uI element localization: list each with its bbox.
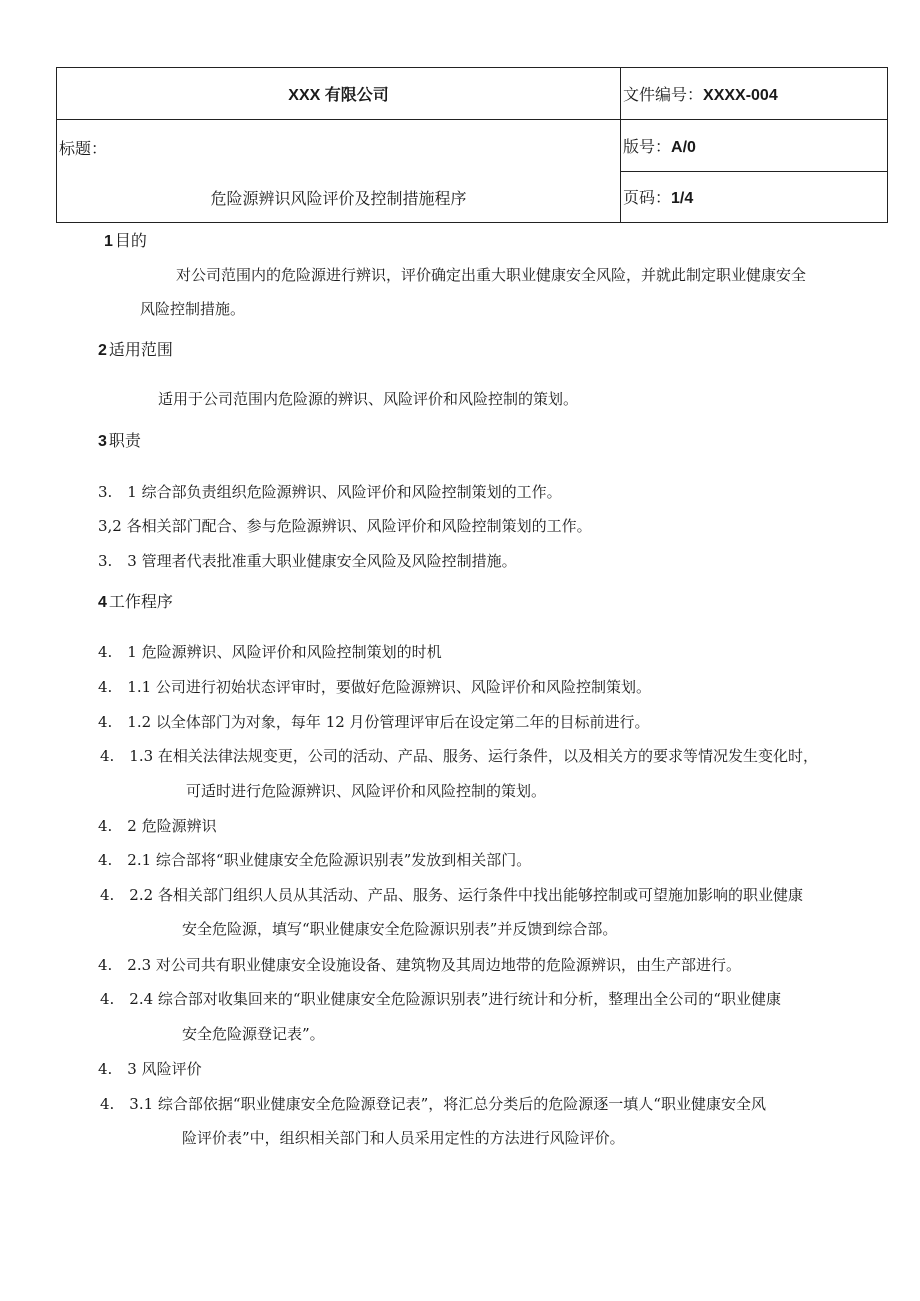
section-title: 目的 <box>114 231 147 250</box>
responsibility-3-1: 3. 1 综合部负责组织危险源辨识、风险评价和风险控制策划的工作。 <box>98 483 562 501</box>
company-name: XXX 有限公司 <box>288 87 389 105</box>
procedure-4-1-3-line-2: 可适时进行危险源辨识、风险评价和风险控制的策划。 <box>186 782 547 800</box>
procedure-4-2-4-line-1: 4. 2.4 综合部对收集回来的“职业健康安全危险源识别表”进行统计和分析，整理出全公司的“职业健康 <box>100 990 781 1008</box>
section-title: 职责 <box>108 431 141 450</box>
procedure-4-2-1: 4. 2.1 综合部将“职业健康安全危险源识别表”发放到相关部门。 <box>98 851 532 869</box>
file-number-cell <box>621 68 888 120</box>
file-number-label: 文件编号： <box>623 85 704 105</box>
title-label: 标题： <box>59 139 108 159</box>
purpose-text-line-1: 对公司范围内的危险源进行辨识，评价确定出重大职业健康安全风险，并就此制定职业健康安全 <box>176 266 807 284</box>
purpose-text-line-2: 风险控制措施。 <box>140 300 246 318</box>
scope-text: 适用于公司范围内危险源的辨识、风险评价和风险控制的策划。 <box>158 390 579 408</box>
procedure-4-3-1-line-1: 4. 3.1 综合部依据“职业健康安全危险源登记表”，将汇总分类后的危险源逐一填人“职业健康安全风 <box>100 1095 766 1113</box>
procedure-4-3-1-line-2: 险评价表”中，组织相关部门和人员采用定性的方法进行风险评价。 <box>182 1129 625 1147</box>
procedure-4-2-2-line-2: 安全危险源，填写“职业健康安全危险源识别表”并反馈到综合部。 <box>182 920 618 938</box>
procedure-4-1: 4. 1 危险源辨识、风险评价和风险控制策划的时机 <box>98 643 442 661</box>
section-3-heading <box>98 428 141 451</box>
section-number: 1 <box>104 233 113 250</box>
procedure-4-2-4-line-2: 安全危险源登记表”。 <box>182 1025 325 1043</box>
section-title: 适用范围 <box>108 340 173 359</box>
procedure-4-2-3: 4. 2.3 对公司共有职业健康安全设施设备、建筑物及其周边地带的危险源辨识，由生产部进行。 <box>98 956 741 974</box>
procedure-4-1-3-line-1: 4. 1.3 在相关法律法规变更，公司的活动、产品、服务、运行条件，以及相关方的要求等情况发生变化时， <box>100 747 818 765</box>
page-number-cell <box>621 171 888 222</box>
procedure-4-3: 4. 3 风险评价 <box>98 1060 202 1078</box>
title-cell <box>57 120 621 223</box>
section-4-heading <box>98 589 173 612</box>
procedure-4-2-2-line-1: 4. 2.2 各相关部门组织人员从其活动、产品、服务、运行条件中找出能够控制或可望施加影响的职业健康 <box>100 886 803 904</box>
page-number-value: 1/4 <box>671 190 694 208</box>
version-cell <box>621 120 888 171</box>
responsibility-3-3: 3. 3 管理者代表批准重大职业健康安全风险及风险控制措施。 <box>98 552 517 570</box>
responsibility-3-2: 3,2 各相关部门配合、参与危险源辨识、风险评价和风险控制策划的工作。 <box>98 517 592 535</box>
section-number: 2 <box>98 342 107 359</box>
section-2-heading <box>98 337 173 360</box>
procedure-4-2: 4. 2 危险源辨识 <box>98 817 217 835</box>
section-title: 工作程序 <box>108 592 173 611</box>
document-title: 危险源辨识风险评价及控制措施程序 <box>210 189 467 209</box>
section-number: 3 <box>98 433 107 450</box>
document-header-table <box>56 67 888 223</box>
section-number: 4 <box>98 594 107 611</box>
version-label: 版号： <box>623 136 672 156</box>
version-value: A/0 <box>671 138 696 156</box>
company-name-cell <box>57 68 621 120</box>
section-1-heading <box>104 228 147 251</box>
procedure-4-1-2: 4. 1.2 以全体部门为对象，每年 12 月份管理评审后在设定第二年的目标前进行。 <box>98 713 650 731</box>
file-number-value: XXXX-004 <box>703 87 778 105</box>
procedure-4-1-1: 4. 1.1 公司进行初始状态评审时，要做好危险源辨识、风险评价和风险控制策划。 <box>98 678 651 696</box>
page-number-label: 页码： <box>623 188 672 208</box>
